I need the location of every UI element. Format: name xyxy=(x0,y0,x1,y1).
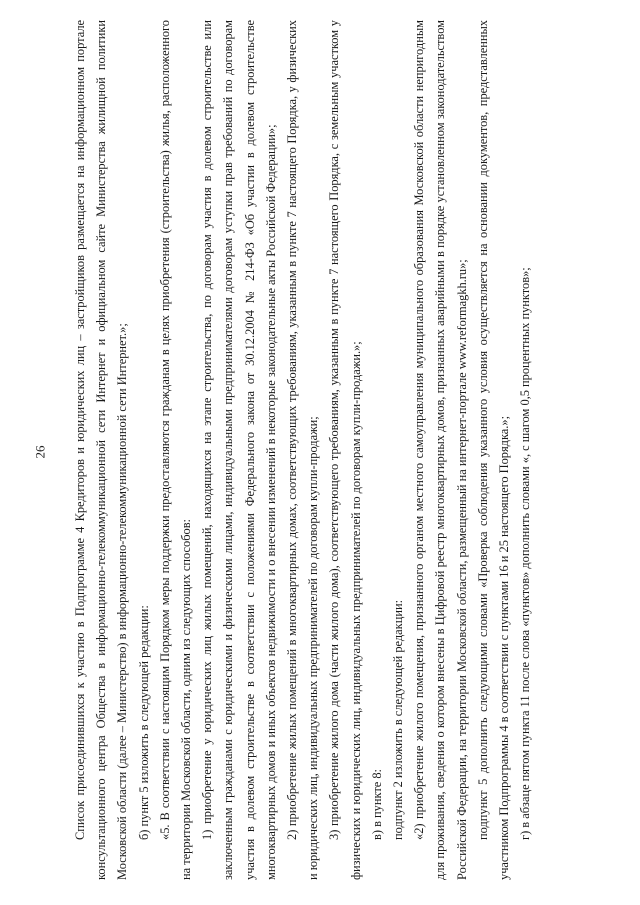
paragraph: 1) приобретение у юридических лиц жилых помещений, находящихся на этапе строительства, по договорам участия в долевом строительстве или заключенным гражданами с юридическими и физическими лицами, индивидуальными предпринимателями договорам уступки прав требований по договорам участия в долевом строительстве в соответствии с положениями Федерального закона от 30.12.2004 № 214-ФЗ «Об участии в долевом строительстве многоквартирных домов и иных объектов недвижимости и о внесении изменений в некоторые законодательные акты Российской Федерации»; xyxy=(200,20,278,880)
paragraph: Список присоединившихся к участию в Подпрограмме 4 Кредиторов и юридических лиц – застройщиков размещается на информационном портале консультационного центра Общества в информационно-телекоммуникационной сети Интернет и официальном сайте Министерства жилищной политики Московской области (далее – Министерство) в информационно-телекоммуникационной сети Интернет.»; xyxy=(73,20,130,880)
paragraph: «2) приобретение жилого помещения, признанного органом местного самоуправления муниципального образования Московской области непригодным для проживания, сведения о котором внесены в Цифровой реестр многоквартирных домов, признанных аварийными в порядке установленном законодательством Российской Федерации, на территории Московской области, размещенный на интернет-портале www.reformagkh.ru»; xyxy=(412,20,469,880)
paragraph: «5. В соответствии с настоящим Порядком меры поддержки предоставляются гражданам в целях приобретения (строительства) жилья, расположенного на территории Московской области, одним из следующих способов: xyxy=(157,20,194,880)
paragraph: подпункт 2 изложить в следующей редакции: xyxy=(391,599,406,840)
paragraph: 2) приобретение жилых помещений в многоквартирных домах, соответствующих требованиям, указанным в пункте 7 настоящего Порядка, у физических и юридических лиц, индивидуальных предпринимателей по договорам купли-продажи; xyxy=(285,20,321,880)
document-body xyxy=(70,20,536,880)
page-number: 26 xyxy=(32,445,48,459)
paragraph: г) в абзаце пятом пункта 11 после слова «пунктов» дополнить словами «, с шагом 0,5 процентных пунктов»; xyxy=(518,267,533,840)
paragraph: в) в пункте 8: xyxy=(369,769,384,840)
paragraph: б) пункт 5 изложить в следующей редакции: xyxy=(136,605,151,840)
paragraph: 3) приобретение жилого дома (части жилого дома), соответствующего требованиям, указанным в пункте 7 настоящего Порядка, с земельным участком у физических и юридических лиц, индивидуальных предпринимателей по договорам купли-продажи.»; xyxy=(327,20,363,880)
paragraph: подпункт 5 дополнить следующими словами «Проверка соблюдения указанного условия осуществляется на основании документов, представленных участником Подпрограммы 4 в соответствии с пунктами 16 и 25 настоящего Порядка.»; xyxy=(475,20,512,880)
